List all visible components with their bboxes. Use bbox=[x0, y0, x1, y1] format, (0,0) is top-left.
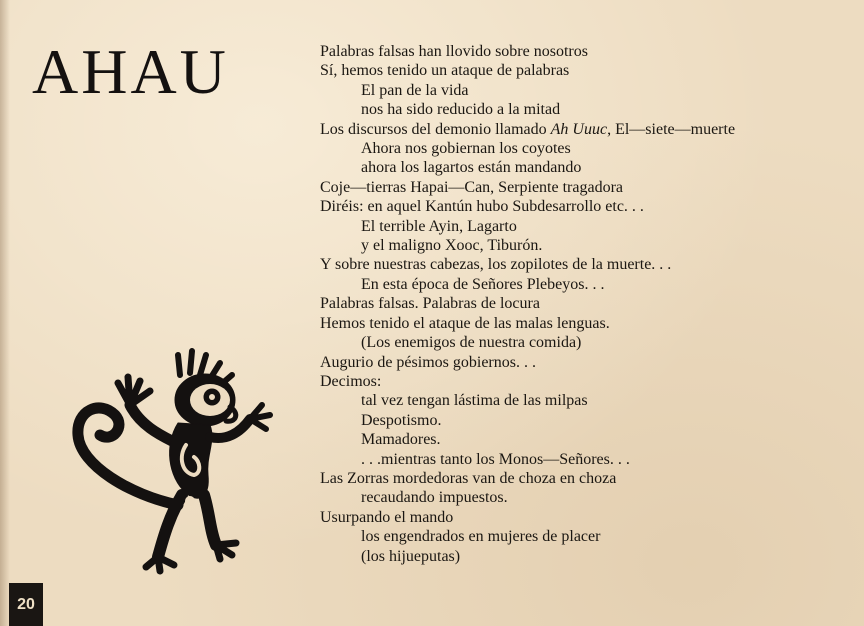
poem-text bbox=[320, 42, 855, 566]
mayan-monkey-glyph-icon bbox=[60, 345, 290, 580]
poem-line: Augurio de pésimos gobiernos. . . bbox=[320, 353, 536, 371]
page-gutter-shadow bbox=[0, 0, 10, 626]
poem-line: los engendrados en mujeres de placer bbox=[361, 528, 601, 546]
poem-line: Usurpando el mando bbox=[320, 508, 454, 526]
monkey-illustration bbox=[60, 345, 290, 580]
poem-line: ahora los lagartos están mandando bbox=[361, 159, 582, 177]
poem-line: Palabras falsas. Palabras de locura bbox=[320, 295, 540, 313]
page-number-tab: 20 bbox=[9, 583, 43, 626]
poem-line: Sí, hemos tenido un ataque de palabras bbox=[320, 62, 570, 80]
poem-line: Coje—tierras Hapai—Can, Serpiente tragadora bbox=[320, 178, 623, 196]
poem-line: tal vez tengan lástima de las milpas bbox=[361, 392, 588, 410]
poem-line: recaudando impuestos. bbox=[361, 489, 508, 507]
poem-line: Palabras falsas han llovido sobre nosotros bbox=[320, 43, 588, 60]
poem-line: El pan de la vida bbox=[361, 81, 469, 99]
poem-line-part: Los discursos del demonio llamado bbox=[320, 120, 551, 138]
poem-line: En esta época de Señores Plebeyos. . . bbox=[361, 275, 605, 293]
poem-line: (los hijueputas) bbox=[361, 547, 461, 565]
poem-line: Las Zorras mordedoras van de choza en choza bbox=[320, 469, 617, 487]
poem-line: Hemos tenido el ataque de las malas lenguas. bbox=[320, 314, 610, 332]
poem-line: nos ha sido reducido a la mitad bbox=[361, 101, 561, 119]
poem-line: Diréis: en aquel Kantún hubo Subdesarrollo etc. . . bbox=[320, 198, 644, 216]
poem-line: (Los enemigos de nuestra comida) bbox=[361, 334, 582, 352]
poem-line-part: , El—siete—muerte bbox=[607, 120, 736, 138]
poem-line bbox=[320, 120, 855, 139]
poem-line: El terrible Ayin, Lagarto bbox=[361, 217, 517, 235]
poem-line: Mamadores. bbox=[361, 431, 441, 449]
poem-line: . . .mientras tanto los Monos—Señores. . . bbox=[361, 450, 630, 468]
poem-line-italic: Ah Uuuc bbox=[550, 120, 608, 138]
poem-line: Decimos: bbox=[320, 372, 382, 390]
poem-line: y el maligno Xooc, Tiburón. bbox=[361, 237, 543, 255]
poem-line: Ahora nos gobiernan los coyotes bbox=[361, 140, 571, 158]
poem-line: Y sobre nuestras cabezas, los zopilotes de la muerte. . . bbox=[320, 256, 672, 274]
poem-line: Despotismo. bbox=[361, 411, 442, 429]
page-title: AHAU bbox=[32, 36, 229, 107]
